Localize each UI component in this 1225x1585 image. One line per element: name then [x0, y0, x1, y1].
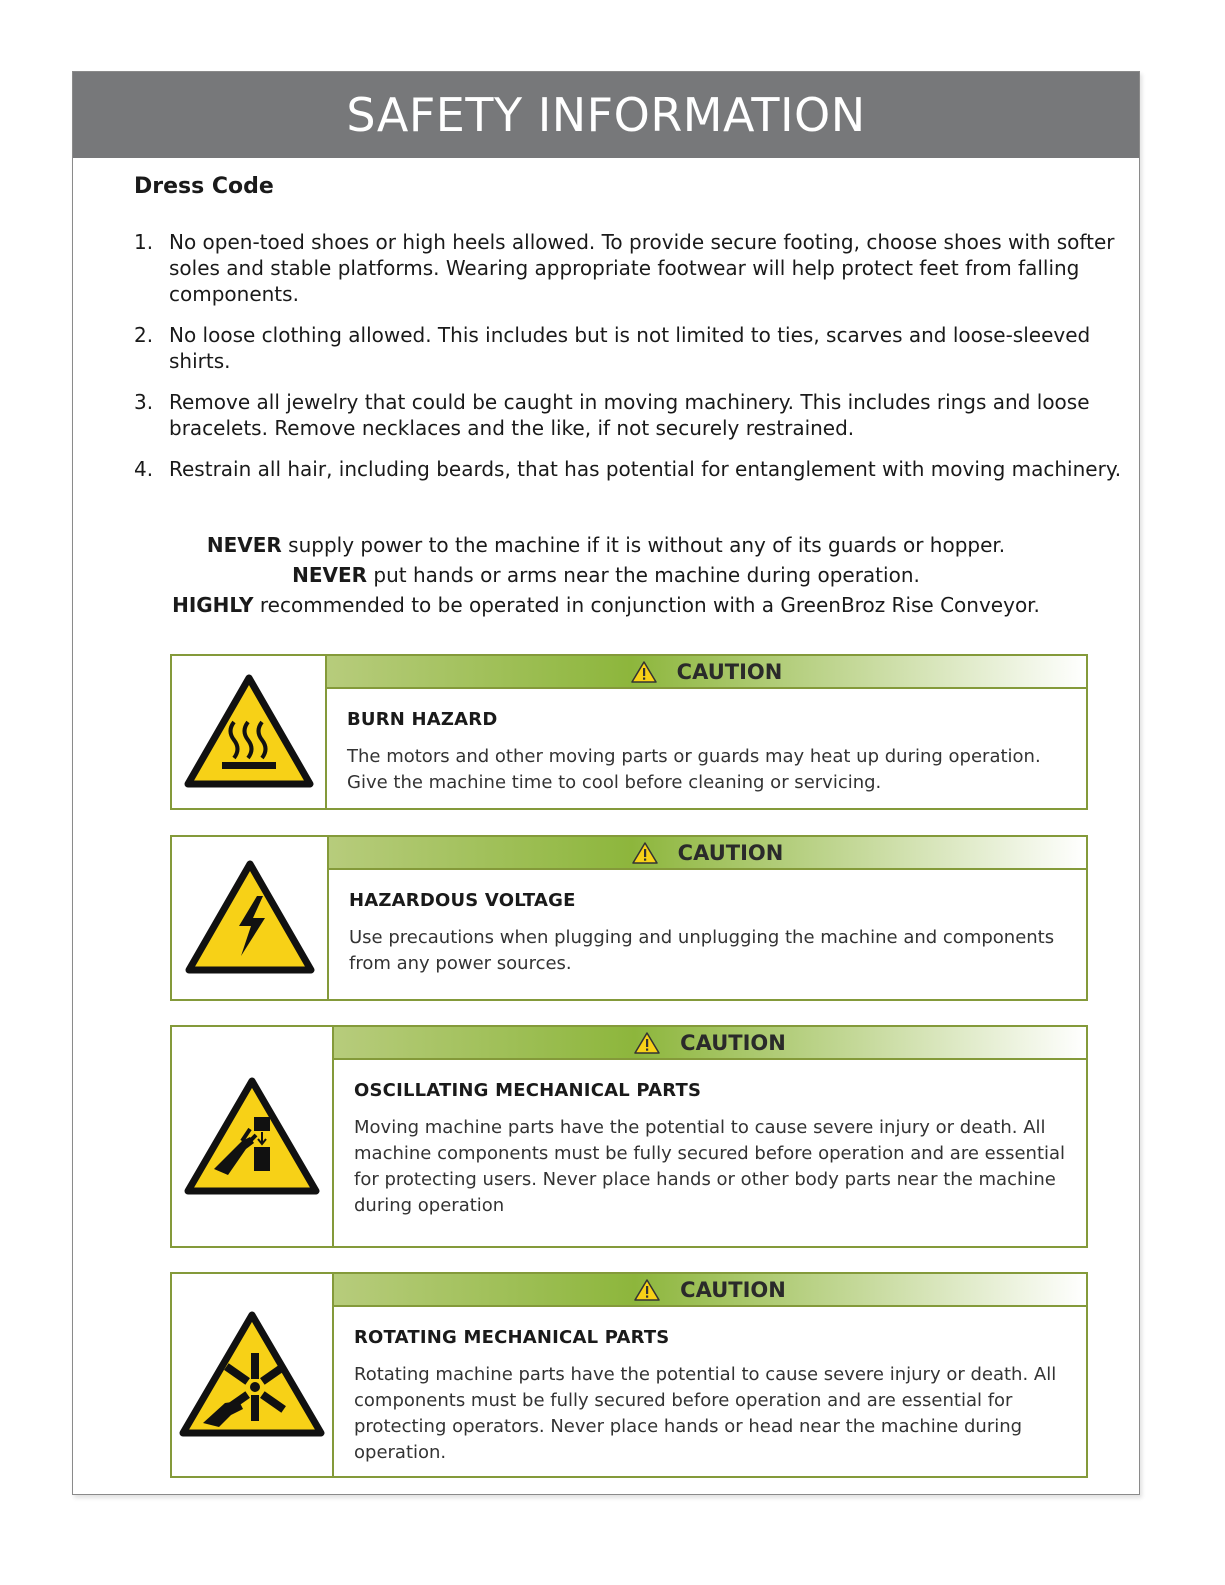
hazard-text: Use precautions when plugging and unplugging the machine and components from any power sources. [349, 927, 1055, 974]
rotating-hazard-icon [179, 1311, 325, 1439]
warning-triangle-icon [631, 661, 657, 683]
hazard-body [334, 1060, 1086, 1246]
list-item: 3. Remove all jewelry that could be caught in moving machinery. This includes rings and loose bracelets. Remove necklaces and the like, if not securely restrained. [134, 390, 1090, 440]
icon-cell [172, 656, 327, 808]
hazard-title: OSCILLATING MECHANICAL PARTS [354, 1080, 702, 1101]
caution-banner [334, 1274, 1086, 1307]
hazard-box-voltage [170, 835, 1088, 1001]
hazard-body [327, 689, 1086, 808]
burn-hazard-icon [184, 674, 314, 790]
warning-triangle-icon [634, 1032, 660, 1054]
caution-label: CAUTION [676, 659, 783, 684]
warning-triangle-icon [634, 1279, 660, 1301]
caution-label: CAUTION [680, 1277, 786, 1302]
warning-triangle-icon [632, 842, 658, 864]
voltage-hazard-icon [185, 860, 315, 976]
safety-notices [73, 533, 1139, 623]
notice-line: HIGHLY recommended to be operated in conjunction with a GreenBroz Rise Conveyor. [172, 593, 1040, 617]
hazard-text: Moving machine parts have the potential to cause severe injury or death. All machine components must be fully secured before operation and are essential for protecting users. Never place hands or other body parts near the machine during operation [354, 1117, 1066, 1216]
caution-banner [334, 1027, 1086, 1060]
hazard-title: BURN HAZARD [347, 709, 498, 730]
caution-banner [329, 837, 1086, 870]
caution-label: CAUTION [680, 1030, 786, 1055]
hazard-body [329, 870, 1086, 999]
dress-code-list [134, 229, 1124, 497]
icon-cell [172, 1274, 334, 1476]
hazard-title: HAZARDOUS VOLTAGE [349, 890, 576, 911]
hazard-text: Rotating machine parts have the potential to cause severe injury or death. All components must be fully secured before operation and are essential for protecting operators. Never place hands or head near the machine during operation. [354, 1364, 1057, 1463]
list-item: 2. No loose clothing allowed. This includes but is not limited to ties, scarves and loose-sleeved shirts. [134, 323, 1091, 373]
page-title: SAFETY INFORMATION [73, 72, 1139, 158]
list-item: 4. Restrain all hair, including beards, that has potential for entanglement with moving machinery. [134, 457, 1122, 481]
list-item: 1. No open-toed shoes or high heels allowed. To provide secure footing, choose shoes with softer soles and stable platforms. Wearing appropriate footwear will help protect feet from falling components. [134, 230, 1115, 306]
hazard-title: ROTATING MECHANICAL PARTS [354, 1327, 670, 1348]
hazard-box-rotating [170, 1272, 1088, 1478]
caution-label: CAUTION [677, 840, 784, 865]
hazard-body [334, 1307, 1086, 1476]
hazard-text: The motors and other moving parts or guards may heat up during operation. Give the machine time to cool before cleaning or servicing. [347, 746, 1041, 793]
crush-hazard-icon [184, 1077, 320, 1197]
icon-cell [172, 1027, 334, 1246]
section-heading-dress-code: Dress Code [134, 174, 274, 199]
hazard-box-burn [170, 654, 1088, 810]
page-frame [72, 71, 1140, 1495]
hazard-box-oscillating [170, 1025, 1088, 1248]
notice-line: NEVER supply power to the machine if it is without any of its guards or hopper. [206, 533, 1006, 557]
notice-line: NEVER put hands or arms near the machine during operation. [292, 563, 920, 587]
icon-cell [172, 837, 329, 999]
caution-banner [327, 656, 1086, 689]
